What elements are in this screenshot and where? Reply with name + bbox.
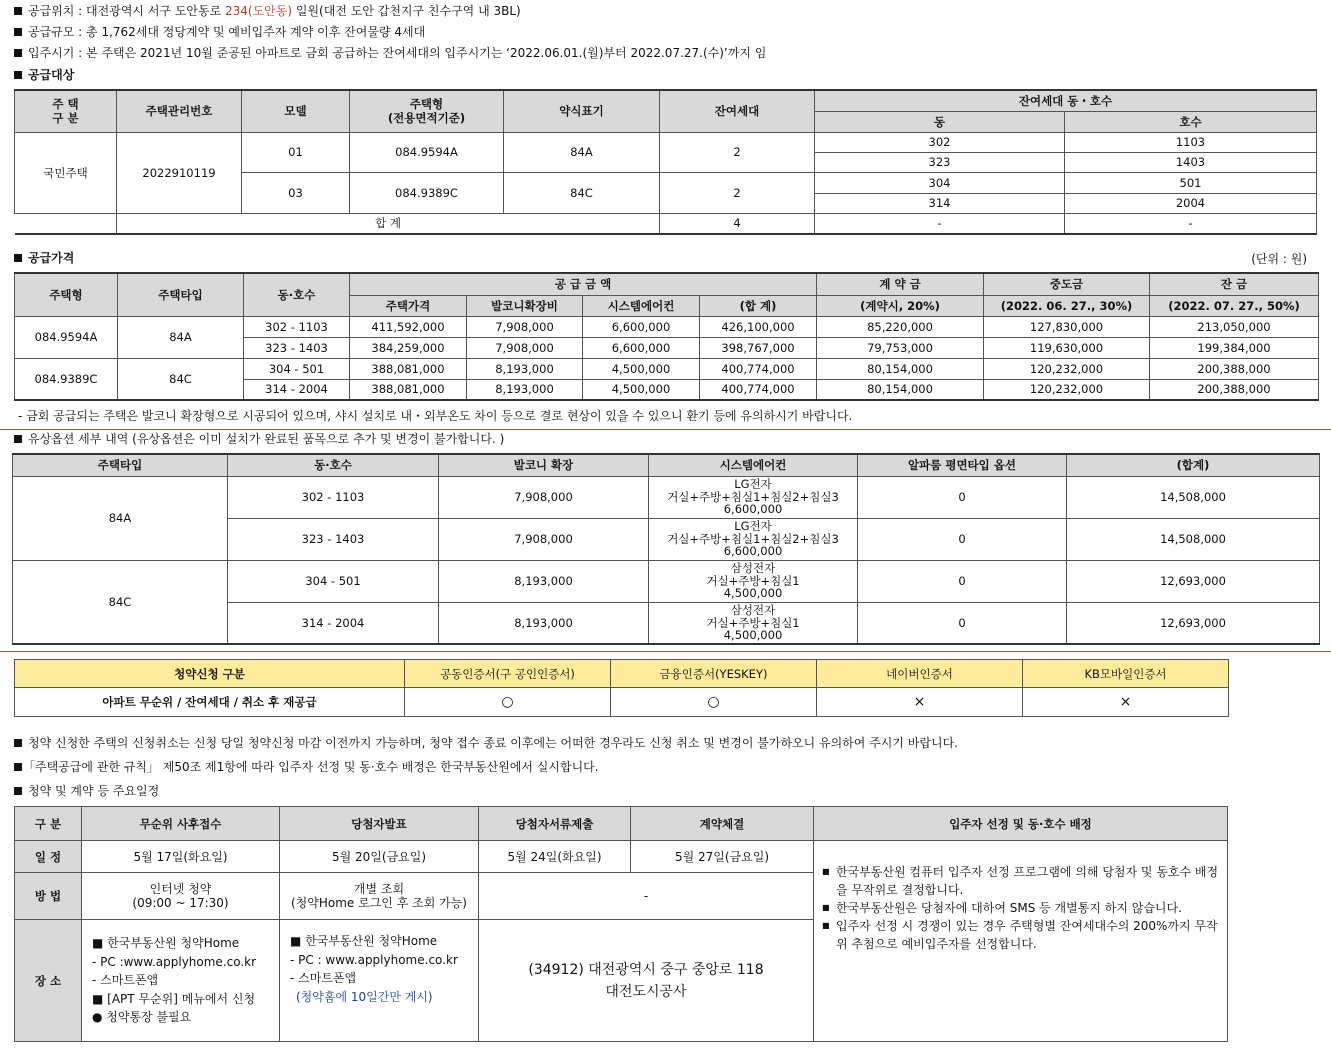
bullet-square-icon [14,254,22,262]
section-title-target: 공급대상 [14,67,74,83]
bullet-square-icon [14,71,22,79]
certificate-table: 청약신청 구분 공동인증서(구 공인인증서) 금융인증서(YESKEY) 네이버인증서 KB모바일인증서 아파트 무순위 / 잔여세대 / 취소 후 재공급 ○ ○ × × [14,659,1229,717]
bullet-square-icon [14,763,22,771]
table-row: 314 2004 [15,193,1317,213]
section-title-price: 공급가격 [14,250,74,266]
table-row: 314 - 2004 8,193,000 삼성전자 거실+주방+침실1 4,500,000 0 12,693,000 [13,602,1320,644]
table-row: 084.9594A 84A 302 - 1103 411,592,000 7,908,000 6,600,000 426,100,000 85,220,000 127,830,000 213,050,000 [15,316,1319,337]
price-note: - 금회 공급되는 주택은 발코니 확장형으로 시공되어 있으며, 샤시 설치로 내・외부온도 차이 등으로 결로 현상이 있을 수 있으니 환기 등에 유의하시기 바랍니다. [18,409,853,423]
bullet-square-icon [14,435,22,443]
header-units: 잔여세대 동・호수 [815,90,1317,111]
table-row: 323 - 1403 384,259,000 7,908,000 6,600,000 398,767,000 79,753,000 119,630,000 199,384,000 [15,337,1319,358]
table-row: 84A 302 - 1103 7,908,000 LG전자 거실+주방+침실1+침실2+침실3 6,600,000 0 14,508,000 [13,476,1320,518]
category-cell: 국민주택 [15,132,117,213]
schedule-table: 구 분 무순위 사후접수 당첨자발표 당첨자서류제출 계약체결 입주자 선정 및 동·호수 배정 일 정 5월 17일(화요일) 5월 20일(금요일) 5월 24일(화요일) 5월 27일(금요일) ■ 한국부동산원 컴퓨터 입주자 선정 프로그램에 의해 당첨자 및 동호수 배정을 무작위로 결정합니다. ■ 한국부동산원은 당첨자에 대하여 SMS 등 개별통지 하지 않습니다. ■ 입주자 선정 시 경쟁이 있는 경우 주택형별 잔여세대수의 200%까지 무작위 추첨으로 예비입주자를 선정합니다. 방 법 인터넷 청약 (09:00 ~ 17:30) 개별 조회 (청약Home 로그인 후 조회 가능) - 장 소 ■ 한국부동산원 청약Home - PC :www.applyhome.co.kr - 스마트폰앱 ■ [APT 무순위] 메뉴에서 신청 ● 청약통장 불필요 ■ 한국부동산원 청약Home - PC : www.applyhome.co.kr - 스마트폰앱 (청약홈에 10일간만 게시) (34912) 대전광역시 중구 중앙로 118 대전도시공사 [14,806,1228,1042]
header-house-type: 주택형 (전용면적기준) [350,90,504,132]
table-row: 084.9389C 84C 304 - 501 388,081,000 8,193,000 4,500,000 400,774,000 80,154,000 120,232,000 200,388,000 [15,358,1319,379]
table-row: 아파트 무순위 / 잔여세대 / 취소 후 재공급 ○ ○ × × [15,688,1229,717]
supply-location: 공급위치 : 대전광역시 서구 도안동로 234(도안동) 일원(대전 도안 갑천지구 친수구역 내 3BL) [14,3,521,19]
header-abbr: 약식표기 [504,90,660,132]
header-dong: 동 [815,111,1065,132]
table-row: 84C 304 - 501 8,193,000 삼성전자 거실+주방+침실1 4,500,000 0 12,693,000 [13,560,1320,602]
total-label: 합 계 [117,213,660,234]
header-model: 모델 [242,90,350,132]
note-rule: 「주택공급에 관한 규칙」 제50조 제1항에 따라 입주자 선정 및 동·호수 배정은 한국부동산원에서 실시합니다. [14,759,599,775]
table-row: 방 법 인터넷 청약 (09:00 ~ 17:30) 개별 조회 (청약Home 로그인 후 조회 가능) - [15,873,1228,920]
table-row: 323 - 1403 7,908,000 LG전자 거실+주방+침실1+침실2+침실3 6,600,000 0 14,508,000 [13,518,1320,560]
mgmt-no-cell: 2022910119 [117,132,242,213]
office-address: (34912) 대전광역시 중구 중앙로 118 대전도시공사 [479,920,814,1042]
total-row: 합 계 4 - - [15,213,1317,234]
bullet-square-icon [14,787,22,795]
bullet-square-icon [14,49,22,57]
table-row: 일 정 5월 17일(화요일) 5월 20일(금요일) 5월 24일(화요일) 5월 27일(금요일) ■ 한국부동산원 컴퓨터 입주자 선정 프로그램에 의해 당첨자 및 동호수 배정을 무작위로 결정합니다. ■ 한국부동산원은 당첨자에 대하여 SMS 등 개별통지 하지 않습니다. ■ 입주자 선정 시 경쟁이 있는 경우 주택형별 잔여세대수의 200%까지 무작위 추첨으로 예비입주자를 선정합니다. [15,841,1228,873]
divider [0,651,1331,652]
price-unit: (단위 : 원) [1251,252,1307,266]
option-table: 주택타입 동·호수 발코니 확장 시스템에어컨 알파룸 평면타입 옵션 (합계) 84A 302 - 1103 7,908,000 LG전자 거실+주방+침실1+침실2+침실3 6,600,000 0 14,508,000 323 - 1403 7,908,000 LG전자 거실+주방+침실1+침실2+침실3 6,600,000 0 14,508,000 84C 304 - 501 8,193,000 삼성전자 거실+주방+침실1 4,500,000 0 12,693,000 314 - 2004 8,193,000 삼성전자 거실+주방+침실1 4,500,000 0 12,693,000 [12,453,1320,645]
header-mgmt-no: 주택관리번호 [117,90,242,132]
total-value: 4 [660,213,815,234]
table-row: 국민주택 2022910119 01 084.9594A 84A 2 302 1103 [15,132,1317,152]
supply-target-table [14,89,1317,235]
header-type: 주 택 구 분 [15,90,117,132]
note-schedule-title: 청약 및 계약 등 주요일정 [14,783,159,799]
header-remain: 잔여세대 [660,90,815,132]
table-row: 314 - 2004 388,081,000 8,193,000 4,500,000 400,774,000 80,154,000 120,232,000 200,388,000 [15,379,1319,400]
table-row: 323 1403 [15,152,1317,172]
move-in-period: 입주시기 : 본 주택은 2021년 10월 준공된 아파트로 금회 공급하는 잔여세대의 입주시기는 ‘2022.06.01.(월)부터 2022.07.27.(수)’까지 임 [14,45,766,61]
supply-price-table: 주택형 주택타입 동·호수 공 급 금 액 계 약 금 중도금 잔 금 주택가격 발코니확장비 시스템에어컨 (합 계) (계약시, 20%) (2022. 06. 27., 30%) (2022. 07. 27., 50%) 084.9594A 84A 302 - 1103 411,592,000 7,908,000 6,600,000 426,100,000 85,220,000 127,830,000 213,050,000 323 - 1403 384,259,000 7,908,000 6,600,000 398,767,000 79,753,000 119,630,000 199,384,000 084.9389C 84C 304 - 501 388,081,000 8,193,000 4,500,000 400,774,000 80,154,000 120,232,000 200,388,000 314 - 2004 388,081,000 8,193,000 4,500,000 400,774,000 80,154,000 120,232,000 200,388,000 [14,272,1319,401]
table-row: 03 084.9389C 84C 2 304 501 [15,172,1317,193]
supply-scale: 공급규모 : 총 1,762세대 정당계약 및 예비입주자 계약 이후 잔여물량 4세대 [14,24,425,40]
table-row: 장 소 ■ 한국부동산원 청약Home - PC :www.applyhome.co.kr - 스마트폰앱 ■ [APT 무순위] 메뉴에서 신청 ● 청약통장 불필요 ■ 한국부동산원 청약Home - PC : www.applyhome.co.kr - 스마트폰앱 (청약홈에 10일간만 게시) (34912) 대전광역시 중구 중앙로 118 대전도시공사 [15,920,1228,1042]
bullet-square-icon [14,7,22,15]
header-supply-amount: 공 급 금 액 [350,273,817,295]
header-ho: 호수 [1065,111,1317,132]
assignment-cell: ■ 한국부동산원 컴퓨터 입주자 선정 프로그램에 의해 당첨자 및 동호수 배정을 무작위로 결정합니다. ■ 한국부동산원은 당첨자에 대하여 SMS 등 개별통지 하지 않습니다. ■ 입주자 선정 시 경쟁이 있는 경우 주택형별 잔여세대수의 200%까지 무작위 추첨으로 예비입주자를 선정합니다. [814,841,1228,1042]
section-title-option: 유상옵션 세부 내역 (유상옵션은 이미 설치가 완료된 품목으로 추가 및 변경이 불가합니다. ) [14,431,504,447]
bullet-square-icon [14,28,22,36]
note-cancel: 청약 신청한 주택의 신청취소는 신청 당일 청약신청 마감 이전까지 가능하며, 청약 접수 종료 이후에는 어떠한 경우라도 신청 취소 및 변경이 불가하오니 유의하여 주시기 바랍니다. [14,735,958,751]
bullet-square-icon [14,739,22,747]
divider [0,429,1331,430]
